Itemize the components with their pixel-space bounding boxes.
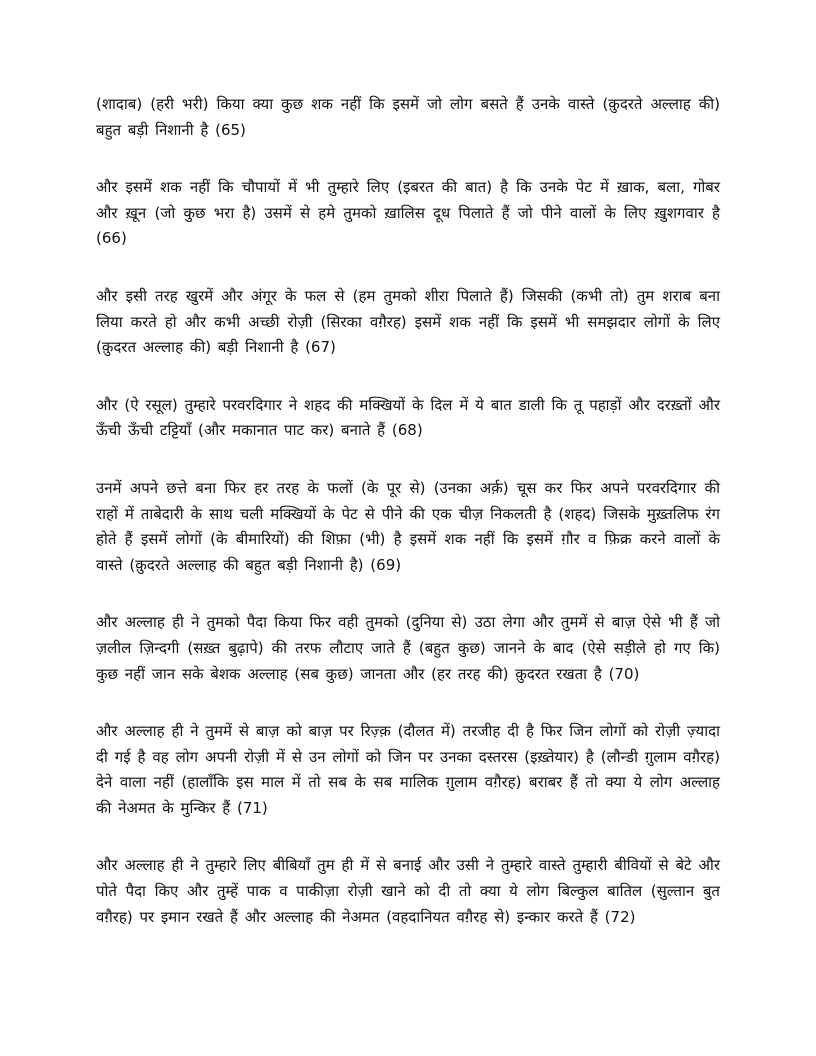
verse-70-paragraph: और अल्लाह ही ने तुमको पैदा किया फिर वही तुमको (दुनिया से) उठा लेगा और तुममें से बाज़ ऐसे भी हैं जो ज़लील ज़िन्दगी (सख़्त बुढ़ापे) की तरफ लौटाए जाते हैं (बहुत कुछ) जानने के बाद (ऐसे सड़ीले हो गए कि) कुछ नहीं जान सके बेशक अल्लाह (सब कुछ) जानता और (हर तरह की) क़ुदरत रखता है (70) [96, 613, 720, 683]
verse-69-paragraph: उनमें अपने छत्ते बना फिर हर तरह के फलों (के पूर से) (उनका अर्क़) चूस कर फिर अपने परवरदिगार की राहों में ताबेदारी के साथ चली मक्खियों के पेट से पीने की एक चीज़ निकलती है (शहद) जिसके मुख़्तलिफ रंग होते हैं इसमें लोगों (के बीमारियों) की शिफ़ा (भी) है इसमें शक नहीं कि इसमें ग़ौर व फ़िक्र करने वालों के वास्ते (क़ुदरते अल्लाह की बहुत बड़ी निशानी है) (69) [96, 478, 720, 574]
verse-66-paragraph: और इसमें शक नहीं कि चौपायों में भी तुम्हारे लिए (इबरत की बात) है कि उनके पेट में ख़ाक, बला, गोबर और ख़ून (जो कुछ भरा है) उसमें से हमे तुमको ख़ालिस दूध पिलाते हैं जो पीने वालों के लिए ख़ुशगवार है (66) [96, 178, 720, 248]
verse-68-paragraph: और (ऐ रसूल) तुम्हारे परवरदिगार ने शहद की मक्खियों के दिल में ये बात डाली कि तू पहाड़ों और दरख़्तों और ऊँची ऊँची टट्टियाँ (और मकानात पाट कर) बनाते हैं (68) [96, 395, 720, 440]
verse-71-paragraph: और अल्लाह ही ने तुममें से बाज़ को बाज़ पर रिज़्क़ (दौलत में) तरजीह दी है फिर जिन लोगों को रोज़ी ज़्यादा दी गई है वह लोग अपनी रोज़ी में से उन लोगों को जिन पर उनका दस्तरस (इख़्तेयार) है (लौन्डी ग़ुलाम वग़ैरह) देने वाला नहीं (हालाँकि इस माल में तो सब के सब मालिक ग़ुलाम वग़ैरह) बराबर हैं तो क्या ये लोग अल्लाह की नेअमत के मुन्किर हैं (71) [96, 722, 720, 817]
verse-65-paragraph: (शादाब) (हरी भरी) किया क्या कुछ शक नहीं कि इसमें जो लोग बसते हैं उनके वास्ते (क़ुदरते अल्लाह की) बहुत बड़ी निशानी है (65) [96, 95, 720, 139]
verse-72-paragraph: और अल्लाह ही ने तुम्हारे लिए बीबियाँ तुम ही में से बनाई और उसी ने तुम्हारे वास्ते तुम्हारी बीवियों से बेटे और पोते पैदा किए और तुम्हें पाक व पाकीज़ा रोज़ी खाने को दी तो क्या ये लोग बिल्कुल बातिल (सुल्तान बुत वग़ैरह) पर इमान रखते हैं और अल्लाह की नेअमत (वहदानियत वग़ैरह से) इन्कार करते हैं (72) [96, 856, 720, 926]
verse-67-paragraph: और इसी तरह खुरमें और अंगूर के फल से (हम तुमको शीरा पिलाते हैं) जिसकी (कभी तो) तुम शराब बना लिया करते हो और कभी अच्छी रोज़ी (सिरका वग़ैरह) इसमें शक नहीं कि इसमें भी समझदार लोगों के लिए (क़ुदरत अल्लाह की) बड़ी निशानी है (67) [96, 286, 720, 357]
